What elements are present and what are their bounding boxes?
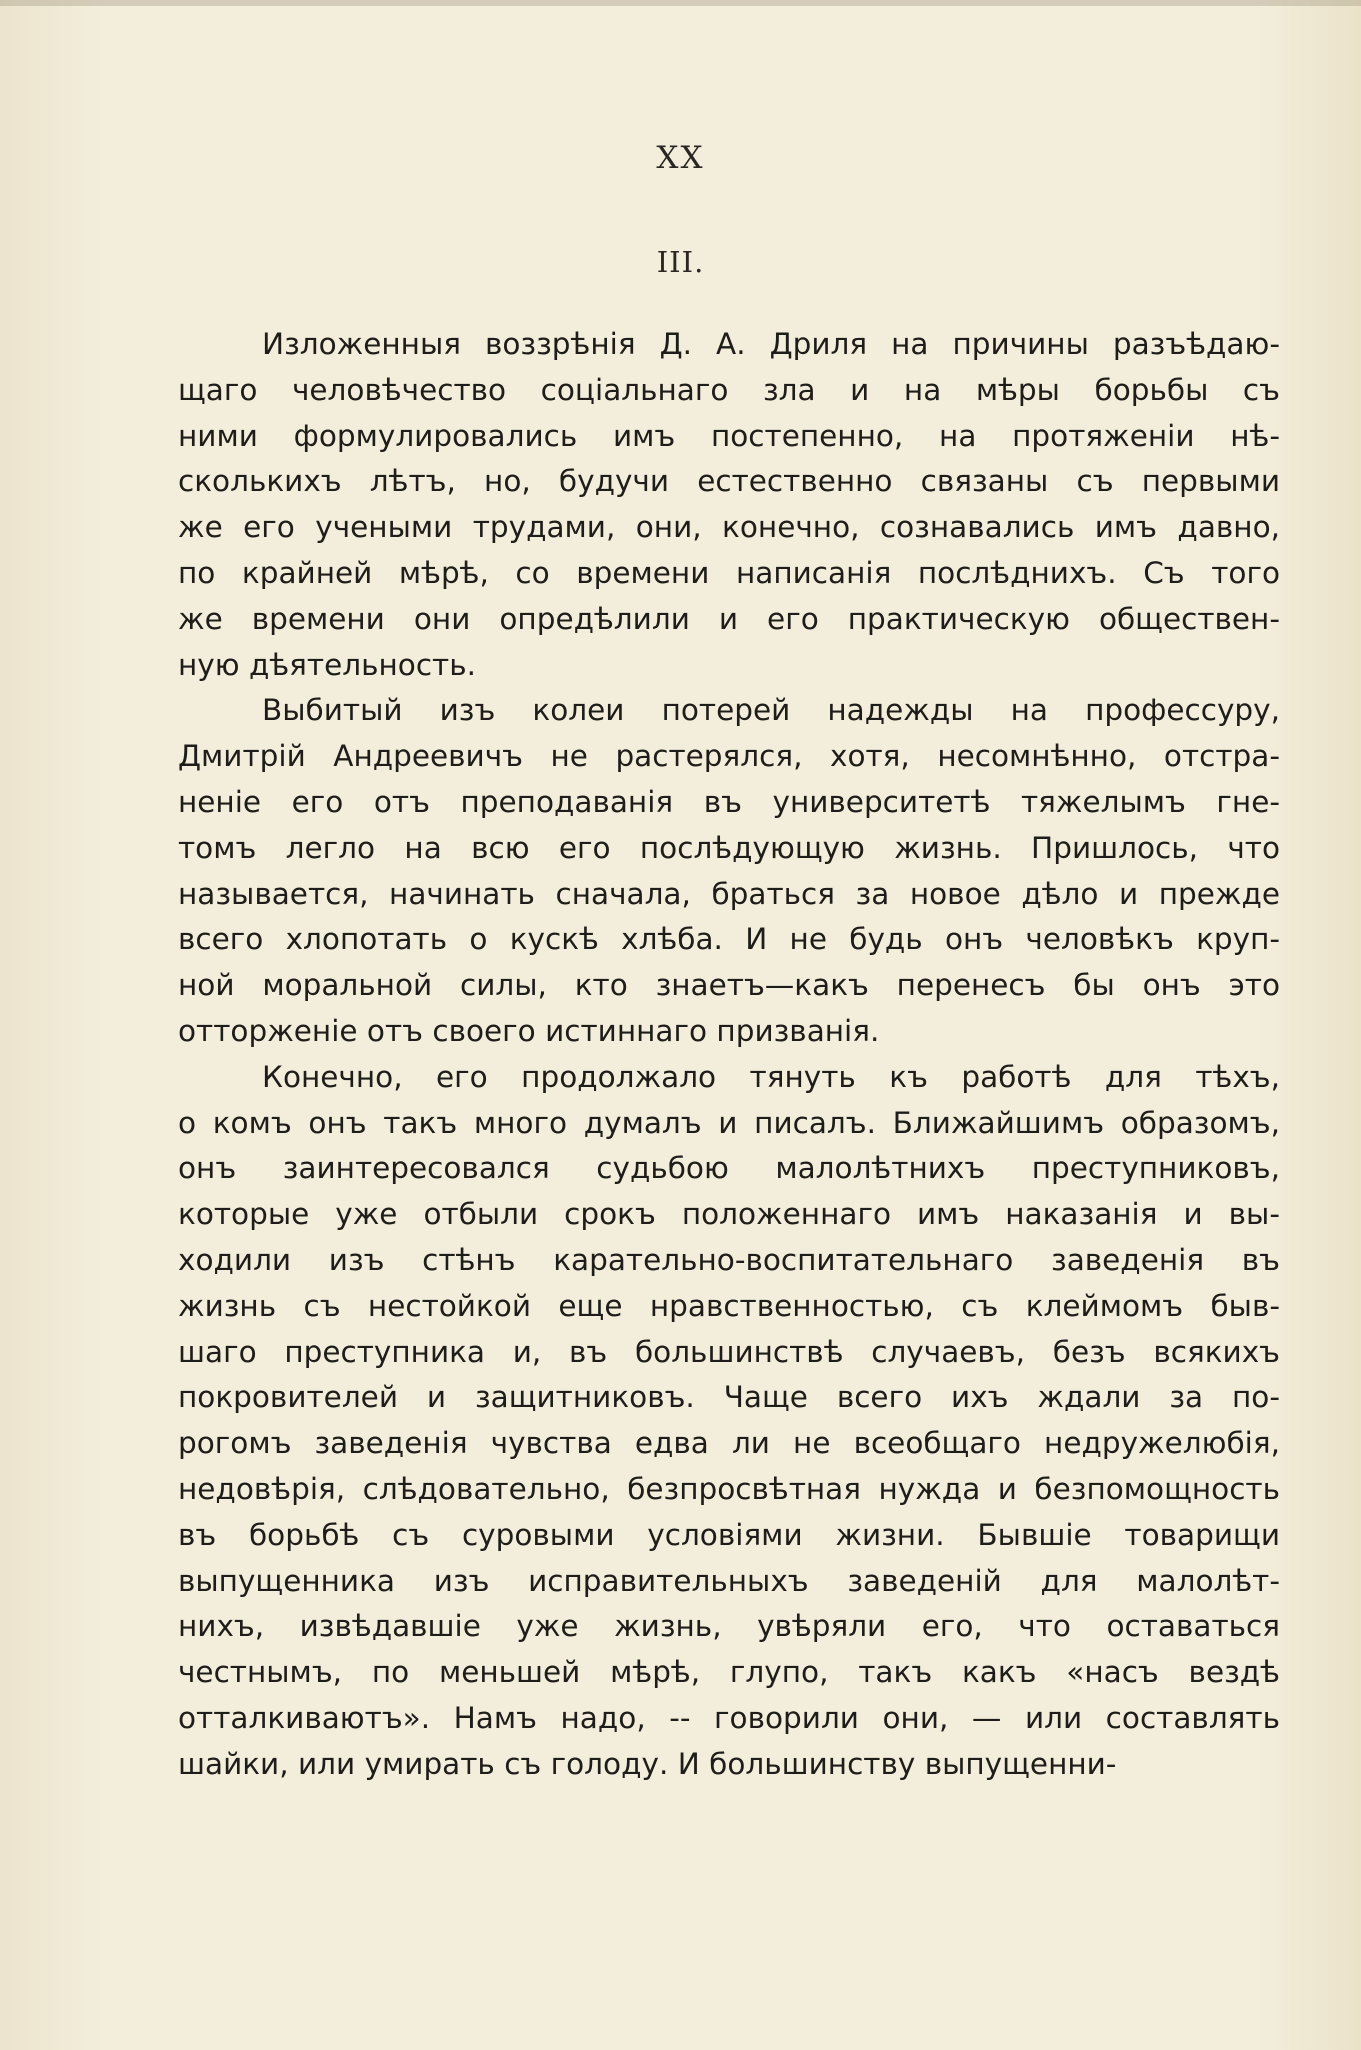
text-line: ную дѣятельность. [178, 647, 476, 682]
text-line: томъ легло на всю его послѣдующую жизнь. Пришлось, что [178, 830, 1280, 865]
text-line: жизнь съ нестойкой еще нравственностью, съ клеймомъ быв- [178, 1288, 1280, 1323]
text-line: ходили изъ стѣнъ карательно-воспитательнаго заведенія въ [178, 1242, 1280, 1277]
paragraph [178, 688, 1280, 1054]
text-line: отталкиваютъ». Намъ надо, -- говорили они, — или составлять [178, 1700, 1280, 1735]
text-line: же его учеными трудами, они, конечно, сознавались имъ давно, [178, 510, 1280, 545]
text-line: недовѣрія, слѣдовательно, безпросвѣтная нужда и безпомощность [178, 1471, 1280, 1506]
text-line: Дмитрій Андреевичъ не растерялся, хотя, несомнѣнно, отстра- [178, 739, 1280, 774]
text-line: сколькихъ лѣтъ, но, будучи естественно связаны съ первыми [178, 464, 1280, 499]
text-line: честнымъ, по меньшей мѣрѣ, глупо, такъ какъ «насъ вездѣ [178, 1655, 1280, 1690]
body-text [178, 322, 1280, 1788]
text-line: Изложенныя воззрѣнія Д. А. Дриля на причины разъѣдаю- [262, 327, 1280, 361]
page-number: XX [656, 140, 705, 176]
text-line: рогомъ заведенія чувства едва ли не всеобщаго недружелюбія, [178, 1426, 1280, 1461]
text-line: по крайней мѣрѣ, со времени написанія послѣднихъ. Съ того [178, 555, 1280, 590]
text-line: выпущенника изъ исправительныхъ заведеній для малолѣт- [178, 1563, 1280, 1598]
text-line: всего хлопотать о кускѣ хлѣба. И не будь онъ человѣкъ круп- [178, 922, 1280, 957]
text-line: называется, начинать сначала, браться за новое дѣло и прежде [178, 876, 1280, 911]
text-line: Выбитый изъ колеи потерей надежды на профессуру, [262, 693, 1280, 728]
text-line: онъ заинтересовался судьбою малолѣтнихъ преступниковъ, [178, 1151, 1280, 1186]
page-top-edge [0, 0, 1361, 6]
text-line: щаго человѣчество соціальнаго зла и на мѣры борьбы съ [178, 372, 1280, 407]
text-line: въ борьбѣ съ суровыми условіями жизни. Бывшіе товарищи [178, 1517, 1280, 1552]
text-line: шайки, или умирать съ голоду. И большинству выпущенни- [178, 1746, 1117, 1781]
text-line: шаго преступника и, въ большинствѣ случаевъ, безъ всякихъ [178, 1334, 1280, 1369]
text-line: которые уже отбыли срокъ положеннаго имъ наказанія и вы- [178, 1197, 1280, 1232]
paragraph [178, 1055, 1280, 1788]
text-line: о комъ онъ такъ много думалъ и писалъ. Ближайшимъ образомъ, [178, 1105, 1280, 1140]
text-line: покровителей и защитниковъ. Чаще всего ихъ ждали за по- [178, 1380, 1280, 1415]
text-line: нихъ, извѣдавшіе уже жизнь, увѣряли его, что оставаться [178, 1609, 1280, 1644]
text-line: ной моральной силы, кто знаетъ—какъ перенесъ бы онъ это [178, 968, 1280, 1003]
text-line: же времени они опредѣлили и его практическую обществен- [178, 601, 1280, 636]
paragraph [178, 322, 1280, 688]
text-line: неніе его отъ преподаванія въ университетѣ тяжелымъ гне- [178, 784, 1280, 819]
text-line: ними формулировались имъ постепенно, на протяженіи нѣ- [178, 418, 1280, 453]
section-heading: III. [656, 245, 705, 279]
text-line: отторженіе отъ своего истиннаго призванія. [178, 1013, 880, 1048]
text-line: Конечно, его продолжало тянуть къ работѣ для тѣхъ, [262, 1059, 1280, 1094]
